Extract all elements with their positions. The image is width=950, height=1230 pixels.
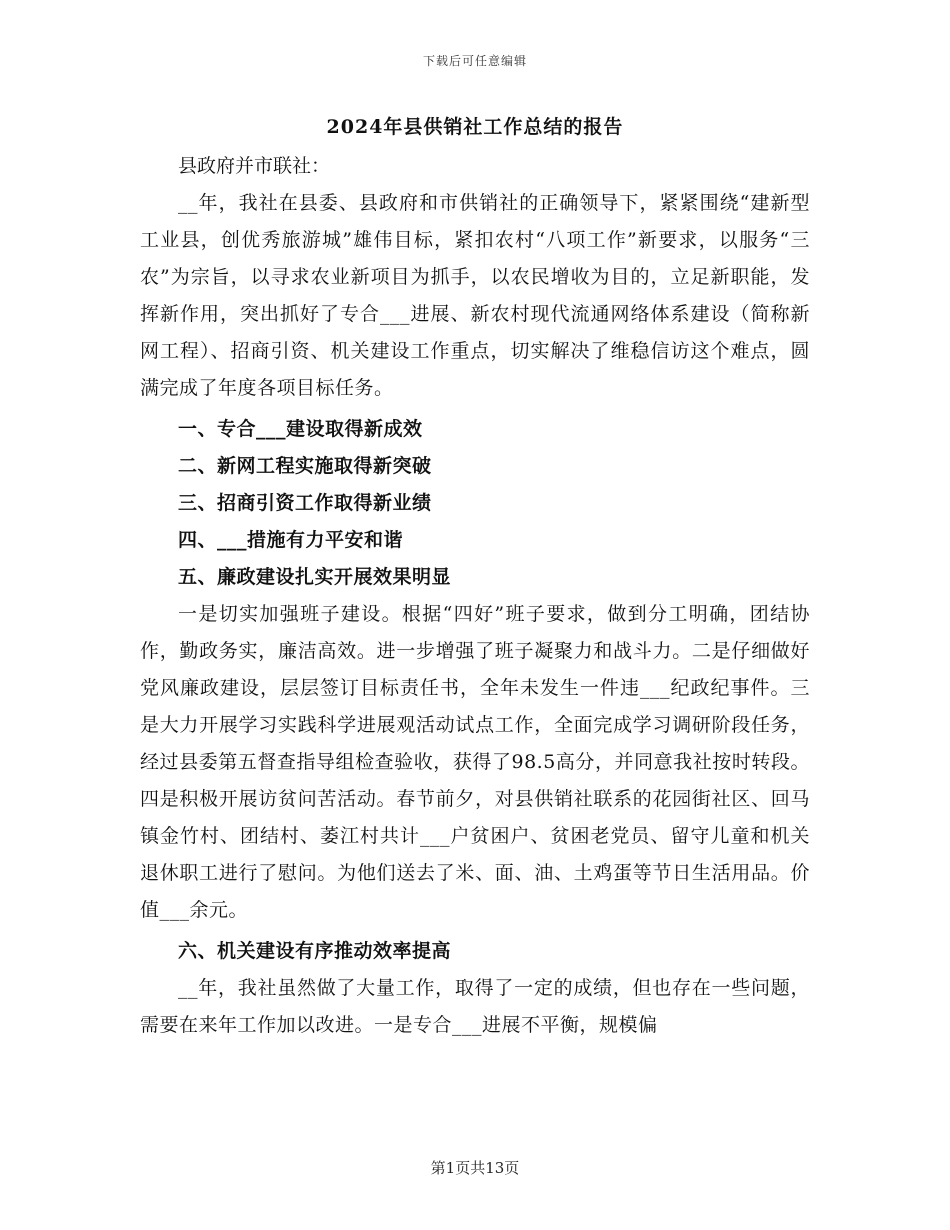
section-heading-2: 二、新网工程实施取得新突破	[178, 455, 432, 477]
salutation: 县政府并市联社：	[178, 155, 331, 177]
section-six-paragraph: __年，我社虽然做了大量工作，取得了一定的成绩，但也存在一些问题，需要在来年工作加以改进。一是专合___进展不平衡，规模偏	[140, 977, 810, 1036]
section-heading-3: 三、招商引资工作取得新业绩	[178, 492, 432, 514]
intro-paragraph: __年，我社在县委、县政府和市供销社的正确领导下，紧紧围绕“建新型工业县，创优秀旅游城”雄伟目标，紧扣农村“八项工作”新要求，以服务“三农”为宗旨，以寻求农业新项目为抓手，以农民增收为目的，立足新职能，发挥新作用，突出抓好了专合___进展、新农村现代流通网络体系建设（简称新网工程）、招商引资、机关建设工作重点，切实解决了维稳信访这个难点，圆满完成了年度各项目标任务。	[140, 192, 810, 399]
section-heading-6: 六、机关建设有序推动效率提高	[178, 940, 452, 962]
section-heading-5: 五、廉政建设扎实开展效果明显	[178, 566, 452, 588]
document-body	[140, 112, 810, 1044]
section-heading-4: 四、___措施有力平安和谐	[178, 529, 404, 551]
document-title: 2024年县供销社工作总结的报告	[326, 116, 624, 138]
page-header-note: 下载后可任意编辑	[422, 54, 527, 68]
page-footer-number: 第1页共13页	[430, 1159, 520, 1177]
section-heading-1: 一、专合___建设取得新成效	[178, 418, 423, 440]
section-five-paragraph: 一是切实加强班子建设。根据“四好”班子要求，做到分工明确，团结协作，勤政务实，廉洁高效。进一步增强了班子凝聚力和战斗力。二是仔细做好党风廉政建设，层层签订目标责任书，全年未发生一件违___纪政纪事件。三是大力开展学习实践科学进展观活动试点工作，全面完成学习调研阶段任务，经过县委第五督查指导组检查验收，获得了98.5高分，并同意我社按时转段。四是积极开展访贫问苦活动。春节前夕，对县供销社联系的花园街社区、回马镇金竹村、团结村、萎江村共计___户贫困户、贫困老党员、留守儿童和机关退休职工进行了慰问。为他们送去了米、面、油、土鸡蛋等节日生活用品。价值___余元。	[140, 603, 810, 921]
